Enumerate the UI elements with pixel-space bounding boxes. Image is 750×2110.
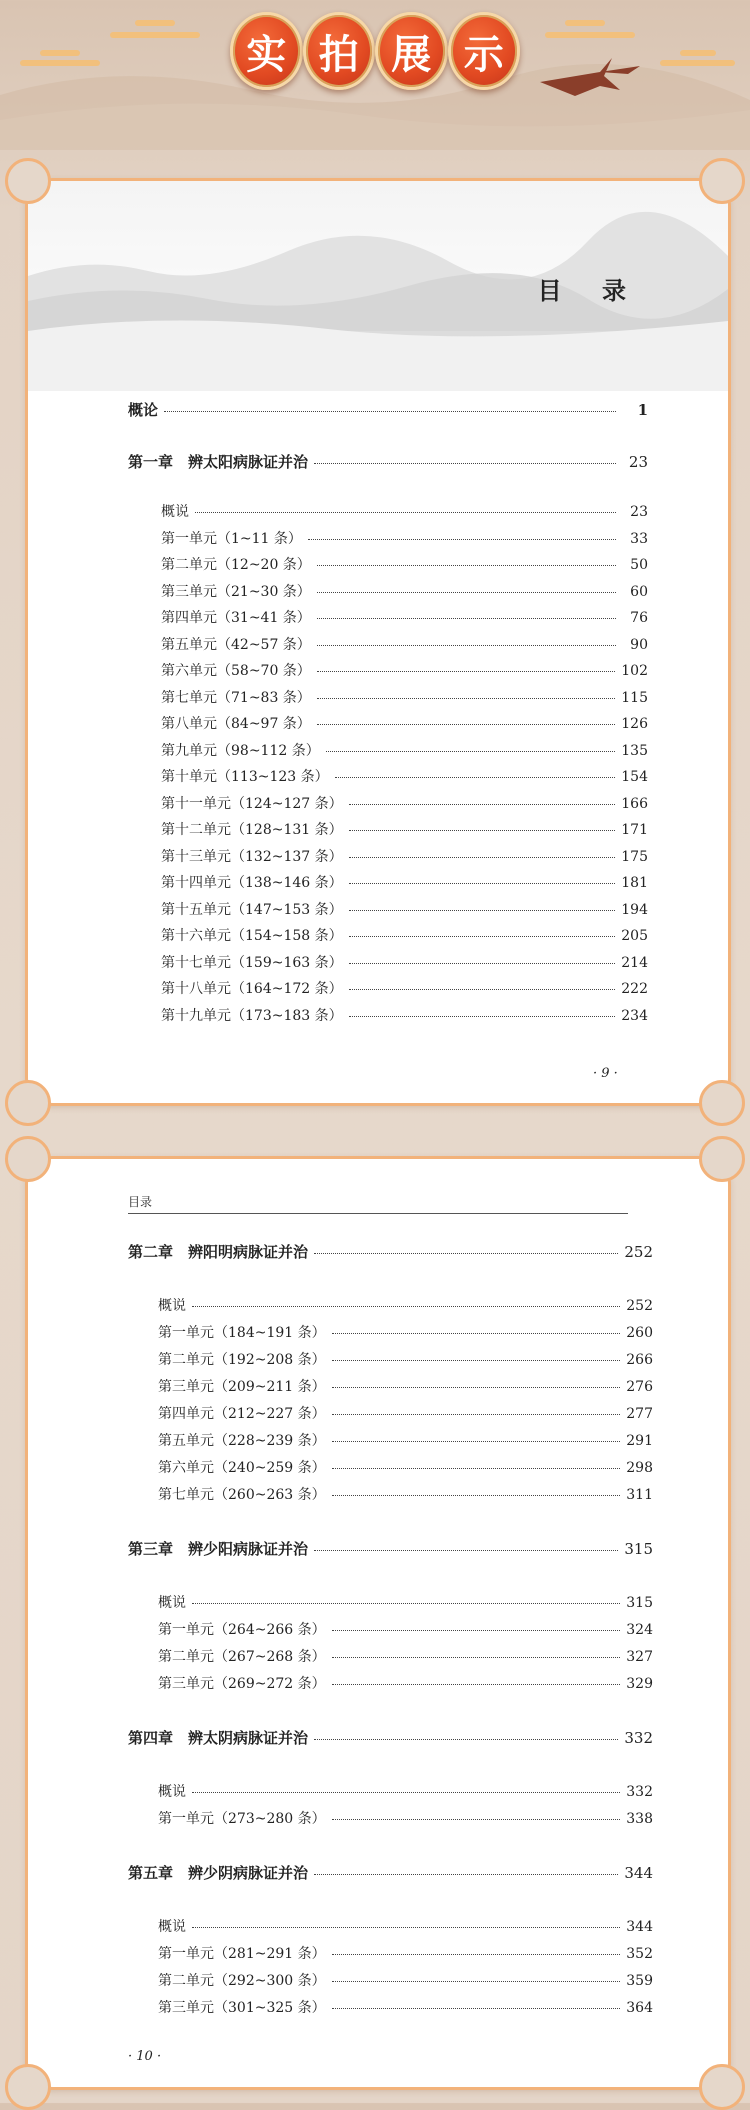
toc-entry	[158, 1592, 653, 1612]
toc-entry-page: 171	[621, 822, 648, 838]
toc-entry-page: 327	[626, 1649, 653, 1665]
leader-dots	[317, 724, 615, 725]
leader-dots	[317, 618, 616, 619]
toc-entry-page: 315	[624, 1540, 653, 1558]
toc-entry	[158, 1484, 653, 1504]
toc-entry-page: 181	[621, 875, 648, 891]
leader-dots	[317, 645, 616, 646]
toc-entry-page: 260	[626, 1325, 653, 1341]
page-number: · 10 ·	[128, 2049, 162, 2064]
toc-entry	[158, 1673, 653, 1693]
toc-entry-label: 第七单元（260~263 条）	[158, 1487, 326, 1503]
toc-entry-label: 第一单元（184~191 条）	[158, 1325, 326, 1341]
toc-page-1	[25, 178, 731, 1106]
banner-title	[230, 12, 520, 102]
toc-entry-label: 第十九单元（173~183 条）	[161, 1007, 343, 1024]
leader-dots	[192, 1603, 620, 1604]
toc-entry-label: 第十六单元（154~158 条）	[161, 928, 343, 944]
leader-dots	[349, 857, 616, 858]
toc-entry	[161, 528, 648, 548]
toc-entry-page: 332	[626, 1784, 653, 1800]
toc-entry-page: 344	[624, 1864, 653, 1882]
toc-entry-page: 115	[621, 689, 648, 706]
corner-notch	[5, 1136, 51, 1182]
leader-dots	[332, 1981, 621, 1982]
leader-dots	[332, 1360, 621, 1361]
toc-entry-page: 277	[626, 1406, 653, 1422]
toc-entry-page: 352	[626, 1946, 653, 1962]
toc-entry	[161, 634, 648, 654]
toc-entry-page: 222	[621, 981, 648, 997]
toc-entry-label: 第十单元（113~123 条）	[161, 769, 329, 785]
toc-entry	[161, 766, 648, 786]
leader-dots	[314, 1874, 618, 1875]
leader-dots	[317, 671, 615, 672]
toc-entry	[158, 1619, 653, 1639]
leader-dots	[332, 1414, 621, 1415]
toc-entry-label: 第二单元（292~300 条）	[158, 1973, 326, 1989]
toc-entry-label: 概说	[158, 1784, 186, 1800]
toc-entry-label: 第十四单元（138~146 条）	[161, 875, 343, 891]
leader-dots	[332, 1333, 621, 1334]
toc-entry	[158, 1457, 653, 1477]
toc-entry-label: 第二单元（192~208 条）	[158, 1352, 326, 1368]
toc-entry-label: 第八单元（84~97 条）	[161, 716, 311, 732]
toc-entry-label: 第九单元（98~112 条）	[161, 742, 320, 759]
leader-dots	[195, 512, 616, 513]
toc-entry	[161, 607, 648, 627]
toc-entry	[158, 1295, 653, 1315]
toc-entry-page: 311	[626, 1487, 653, 1503]
toc-entry-label: 第三单元（269~272 条）	[158, 1676, 326, 1692]
leader-dots	[192, 1306, 620, 1307]
page-number: · 9 ·	[593, 1066, 618, 1081]
toc-entry-label: 第五单元（228~239 条）	[158, 1433, 326, 1449]
toc-entry-label: 第十三单元（132~137 条）	[161, 848, 343, 865]
toc-entry-label: 第四单元（31~41 条）	[161, 610, 311, 626]
toc-entry-label: 第三单元（301~325 条）	[158, 2000, 326, 2016]
toc-entry-label: 概说	[161, 504, 189, 520]
corner-notch	[699, 1136, 745, 1182]
toc-entry-page: 50	[630, 557, 648, 573]
toc-entry-page: 60	[630, 583, 648, 600]
chapter-page: 23	[628, 453, 648, 471]
toc-entry	[161, 978, 648, 998]
leader-dots	[317, 565, 616, 566]
toc-entry-label: 第七单元（71~83 条）	[161, 689, 311, 706]
toc-entry-label: 第一单元（1~11 条）	[161, 530, 302, 547]
toc-entry	[158, 1322, 653, 1342]
cloud-right-icon	[545, 20, 735, 66]
toc-entry-label: 第五单元（42~57 条）	[161, 636, 311, 653]
toc-entry-page: 1	[637, 401, 648, 419]
toc-entry-label: 第六单元（58~70 条）	[161, 663, 311, 679]
banner-title-char: 展	[375, 12, 448, 90]
toc-page-2	[25, 1156, 731, 2090]
toc-entry	[161, 713, 648, 733]
toc-entry	[161, 793, 648, 813]
corner-notch	[699, 2064, 745, 2110]
toc-entry-label: 第五章 辨少阴病脉证并治	[128, 1864, 309, 1882]
toc-entry-page: 205	[621, 928, 648, 944]
toc-entry-label: 第六单元（240~259 条）	[158, 1460, 326, 1476]
toc-entry-page: 315	[626, 1595, 653, 1611]
leader-dots	[349, 883, 616, 884]
toc-entry	[158, 1403, 653, 1423]
running-head-rule	[128, 1213, 628, 1214]
toc-entry-label: 第二章 辨阳明病脉证并治	[128, 1243, 309, 1261]
toc-entry-label: 概论	[128, 401, 159, 419]
leader-dots	[314, 1739, 618, 1740]
toc-entry-label: 第十七单元（159~163 条）	[161, 954, 343, 971]
toc-entry	[161, 740, 648, 760]
toc-entry-label: 第四章 辨太阴病脉证并治	[128, 1729, 309, 1747]
leader-dots	[332, 2008, 621, 2009]
toc-entry	[161, 660, 648, 680]
toc-entry-page: 102	[621, 663, 648, 679]
running-head: 目录	[128, 1195, 153, 1209]
leader-dots	[314, 1253, 618, 1254]
toc-entry	[158, 1349, 653, 1369]
leader-dots	[317, 592, 616, 593]
leader-dots	[349, 989, 616, 990]
toc-entry-label: 概说	[158, 1298, 186, 1314]
toc-entry-page: 33	[630, 530, 648, 547]
toc-entry-page: 126	[621, 716, 648, 732]
toc-entry	[161, 819, 648, 839]
toc-entry-page: 364	[626, 2000, 653, 2016]
toc-entry	[158, 1916, 653, 1936]
corner-notch	[5, 1080, 51, 1126]
corner-notch	[699, 158, 745, 204]
toc-entry-label: 第二单元（12~20 条）	[161, 557, 311, 573]
toc-entry-label: 概说	[158, 1919, 186, 1935]
leader-dots	[192, 1927, 620, 1928]
toc-entry	[161, 1005, 648, 1025]
toc-entry	[158, 1997, 653, 2017]
banner-title-char: 实	[230, 12, 303, 90]
toc-entry-page: 266	[626, 1352, 653, 1368]
toc-chapter	[128, 1538, 653, 1559]
toc-entry-page: 298	[626, 1460, 653, 1476]
toc-entry-label: 第三单元（21~30 条）	[161, 583, 311, 600]
toc-entry-page: 324	[626, 1622, 653, 1638]
toc-entry-label: 第十八单元（164~172 条）	[161, 981, 343, 997]
toc-entry-page: 329	[626, 1676, 653, 1692]
toc-chapter	[128, 1862, 653, 1883]
toc-chapter	[128, 1241, 653, 1262]
leader-dots	[349, 1016, 616, 1017]
toc-entry	[158, 1943, 653, 1963]
leader-dots	[332, 1630, 621, 1631]
toc-entry	[161, 687, 648, 707]
leader-dots	[164, 411, 616, 412]
leader-dots	[332, 1495, 621, 1496]
toc-entry-page: 194	[621, 901, 648, 918]
toc-entry-label: 第三单元（209~211 条）	[158, 1379, 326, 1395]
toc-entry-intro	[128, 399, 648, 420]
toc-entry-label: 第十一单元（124~127 条）	[161, 795, 343, 812]
toc-entry-label: 第一单元（281~291 条）	[158, 1946, 326, 1962]
toc-entry-page: 154	[621, 769, 648, 785]
toc-entry-label: 第一单元（273~280 条）	[158, 1811, 326, 1827]
toc-entry	[161, 899, 648, 919]
toc-entry-page: 234	[621, 1007, 648, 1024]
leader-dots	[332, 1657, 621, 1658]
toc-entry	[161, 846, 648, 866]
toc-entry	[161, 925, 648, 945]
toc-entry-page: 90	[630, 636, 648, 653]
toc-entry	[161, 554, 648, 574]
corner-notch	[699, 1080, 745, 1126]
toc-entry-page: 332	[624, 1729, 653, 1747]
leader-dots	[332, 1468, 621, 1469]
toc-chapter	[128, 451, 648, 472]
leader-dots	[349, 830, 616, 831]
toc-entry-label: 第三章 辨少阳病脉证并治	[128, 1540, 309, 1558]
toc-entry-page: 214	[621, 954, 648, 971]
toc-entry	[161, 872, 648, 892]
corner-notch	[5, 158, 51, 204]
toc-entry-page: 291	[626, 1433, 653, 1449]
toc-entry-page: 344	[626, 1919, 653, 1935]
toc-entry	[158, 1808, 653, 1828]
leader-dots	[326, 751, 616, 752]
toc-entry	[158, 1646, 653, 1666]
leader-dots	[349, 963, 616, 964]
toc-entry	[161, 952, 648, 972]
toc-entry-label: 概说	[158, 1595, 186, 1611]
toc-entry-page: 252	[624, 1243, 653, 1261]
toc-entry-label: 第二单元（267~268 条）	[158, 1649, 326, 1665]
leader-dots	[349, 804, 616, 805]
toc-entry-page: 175	[621, 848, 648, 865]
leader-dots	[332, 1954, 621, 1955]
toc-entry-page: 359	[626, 1973, 653, 1989]
leader-dots	[314, 1550, 618, 1551]
leader-dots	[349, 936, 616, 937]
cloud-left-icon	[20, 20, 200, 66]
leader-dots	[308, 539, 616, 540]
corner-notch	[5, 2064, 51, 2110]
leader-dots	[335, 777, 616, 778]
toc-entry	[161, 581, 648, 601]
toc-entry-label: 第十五单元（147~153 条）	[161, 901, 343, 918]
toc-entry-page: 276	[626, 1379, 653, 1395]
toc-entry-page: 338	[626, 1811, 653, 1827]
leader-dots	[349, 910, 616, 911]
toc-entry-page: 76	[630, 610, 648, 626]
toc-chapter	[128, 1727, 653, 1748]
leader-dots	[317, 698, 615, 699]
toc-entry-page: 252	[626, 1298, 653, 1314]
leader-dots	[314, 463, 616, 464]
chapter-title: 第一章 辨太阳病脉证并治	[128, 453, 309, 471]
toc-entry-label: 第一单元（264~266 条）	[158, 1622, 326, 1638]
toc-entry	[158, 1970, 653, 1990]
toc-entry-label: 第四单元（212~227 条）	[158, 1406, 326, 1422]
toc-entry	[161, 501, 648, 521]
toc-entry	[158, 1376, 653, 1396]
banner-title-char: 拍	[303, 12, 376, 90]
toc-entry	[158, 1430, 653, 1450]
leader-dots	[332, 1684, 621, 1685]
leader-dots	[332, 1441, 621, 1442]
toc-entry	[158, 1781, 653, 1801]
banner	[0, 0, 750, 150]
toc-entry-label: 第十二单元（128~131 条）	[161, 822, 343, 838]
toc-heading: 目 录	[537, 276, 642, 305]
banner-title-char: 示	[448, 12, 521, 90]
toc-entry-page: 166	[621, 795, 648, 812]
toc-entry-page: 135	[621, 742, 648, 759]
leader-dots	[332, 1387, 621, 1388]
leader-dots	[192, 1792, 620, 1793]
toc-entry-page: 23	[630, 504, 648, 520]
leader-dots	[332, 1819, 621, 1820]
